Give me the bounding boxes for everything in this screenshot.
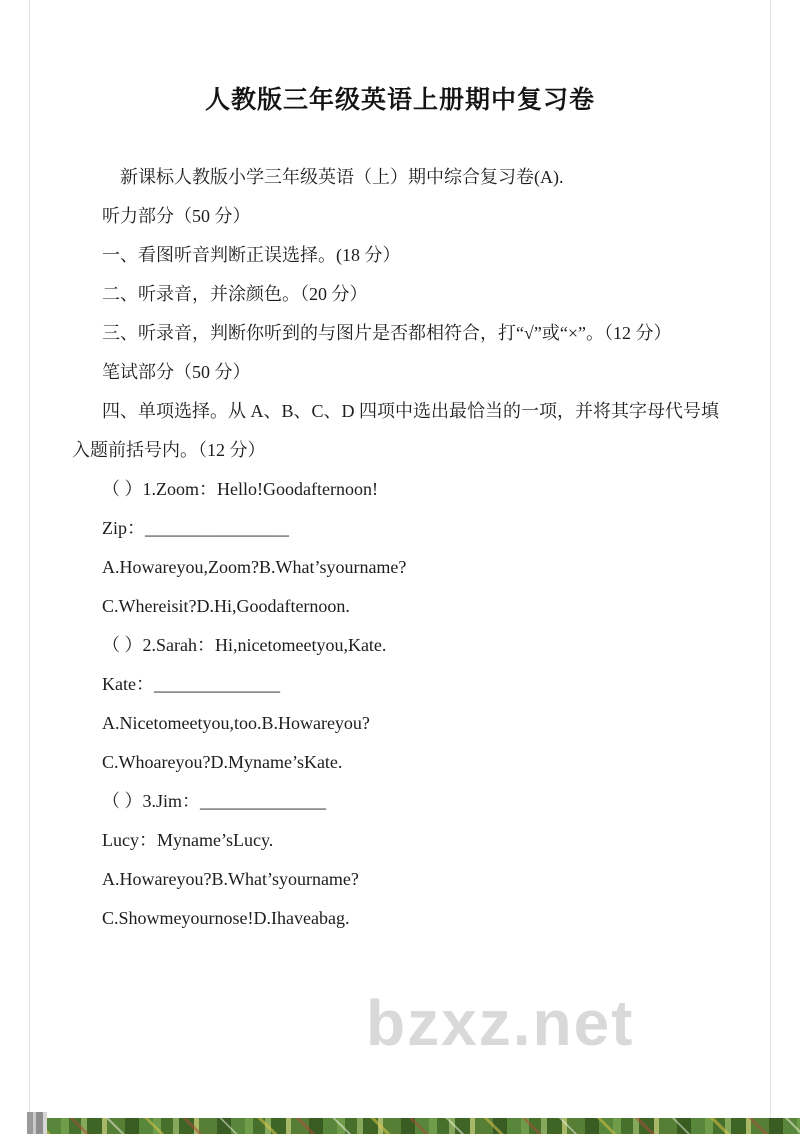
paragraph-line: （ ）2.Sarah：Hi,nicetomeetyou,Kate. <box>102 635 387 655</box>
paragraph-line: （ ）1.Zoom：Hello!Goodafternoon! <box>102 479 378 499</box>
paragraph-line: A.Howareyou?B.What’syourname? <box>102 869 359 889</box>
paragraph-line: （ ）3.Jim：______________ <box>102 791 327 811</box>
paragraph-line: 一、看图听音判断正误选择。(18 分） <box>102 245 401 265</box>
paragraph-line: 二、听录音，并涂颜色。（20 分） <box>102 284 368 304</box>
paragraph-line: 笔试部分（50 分） <box>102 362 251 382</box>
paragraph-line: Lucy：Myname’sLucy. <box>102 830 274 850</box>
paragraph-line: A.Nicetomeetyou,too.B.Howareyou? <box>102 713 370 733</box>
bottom-gray-bars <box>27 1112 47 1134</box>
paragraph-line: 新课标人教版小学三年级英语（上）期中综合复习卷(A). <box>120 167 564 187</box>
paragraph-line: 听力部分（50 分） <box>102 206 251 226</box>
paragraph-line: Zip：________________ <box>102 518 289 538</box>
paragraph-line: C.Showmeyournose!D.Ihaveabag. <box>102 908 350 928</box>
paragraph-line: C.Whereisit?D.Hi,Goodafternoon. <box>102 596 350 616</box>
paragraph-line: 四、单项选择。从 A、B、C、D 四项中选出最恰当的一项，并将其字母代号填入题前括号内。（12 分） <box>72 401 720 460</box>
paragraph-line: C.Whoareyou?D.Myname’sKate. <box>102 752 343 772</box>
document-title: 人教版三年级英语上册期中复习卷 <box>204 86 595 114</box>
paragraph-line: Kate：______________ <box>102 674 280 694</box>
paragraph-line: A.Howareyou,Zoom?B.What’syourname? <box>102 557 407 577</box>
paragraph-line: 三、听录音，判断你听到的与图片是否都相符合，打“√”或“×”。（12 分） <box>102 323 672 343</box>
bottom-image-strip <box>47 1118 800 1134</box>
watermark: bzxz.net <box>366 987 635 1059</box>
